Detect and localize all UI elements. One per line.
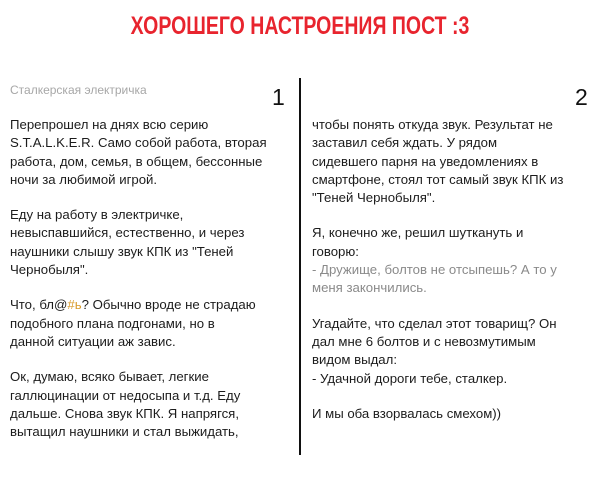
right-paragraph-4: И мы оба взорвалась смехом)) <box>312 405 502 421</box>
left-paragraph-1: Перепрошел на днях всю серию S.T.A.L.K.E.R. Само собой работа, вторая работа, дом, семья, в общем, бессонные ночи за любимой игрой. <box>10 117 267 187</box>
right-paragraph-2-text: Я, конечно же, решил шуткануть и говорю: <box>312 225 524 259</box>
left-column <box>10 116 290 458</box>
page-number-2: 2 <box>575 84 588 110</box>
page-title: ХОРОШЕГО НАСТРОЕНИЯ ПОСТ :3 <box>130 12 470 40</box>
page-number-1: 1 <box>272 84 285 110</box>
quoted-line-2: - Удачной дороги тебе, сталкер. <box>312 370 508 386</box>
column-divider <box>299 78 301 455</box>
quoted-line-1: - Дружище, болтов не отсыпешь? А то у меня закончились. <box>312 262 557 296</box>
left-paragraph-3-start: Что, бл@ <box>10 297 68 313</box>
left-paragraph-2: Еду на работу в электричке, невыспавшийся, естественно, и через наушники слышу звук КПК из "Теней Чернобыля". <box>10 207 245 278</box>
right-column <box>312 116 592 440</box>
left-paragraph-3-end: ? Обычно вроде не страдаю подобного плана подгонами, но в данной ситуации аж завис. <box>10 297 256 349</box>
left-paragraph-3 <box>10 296 290 351</box>
right-paragraph-1: чтобы понять откуда звук. Результат не заставил себя ждать. У рядом сидевшего парня на уведомлениях в смартфоне, стоял тот самый звук КПК из "Теней Чернобыля". <box>312 117 564 206</box>
right-paragraph-2 <box>312 224 592 297</box>
post-heading: Сталкерская электричка <box>10 83 147 97</box>
left-paragraph-4: Ок, думаю, всяко бывает, легкие галлюцинации от недосыпа и т.д. Еду дальше. Снова звук КПК. Я напрягся, вытащил наушники и стал выжидать, <box>10 369 241 440</box>
right-paragraph-3 <box>312 315 592 388</box>
censored-word: #ь <box>67 297 82 313</box>
right-paragraph-3-text: Угадайте, что сделал этот товарищ? Он дал мне 6 болтов и с невозмутимым видом выдал: <box>312 315 557 368</box>
